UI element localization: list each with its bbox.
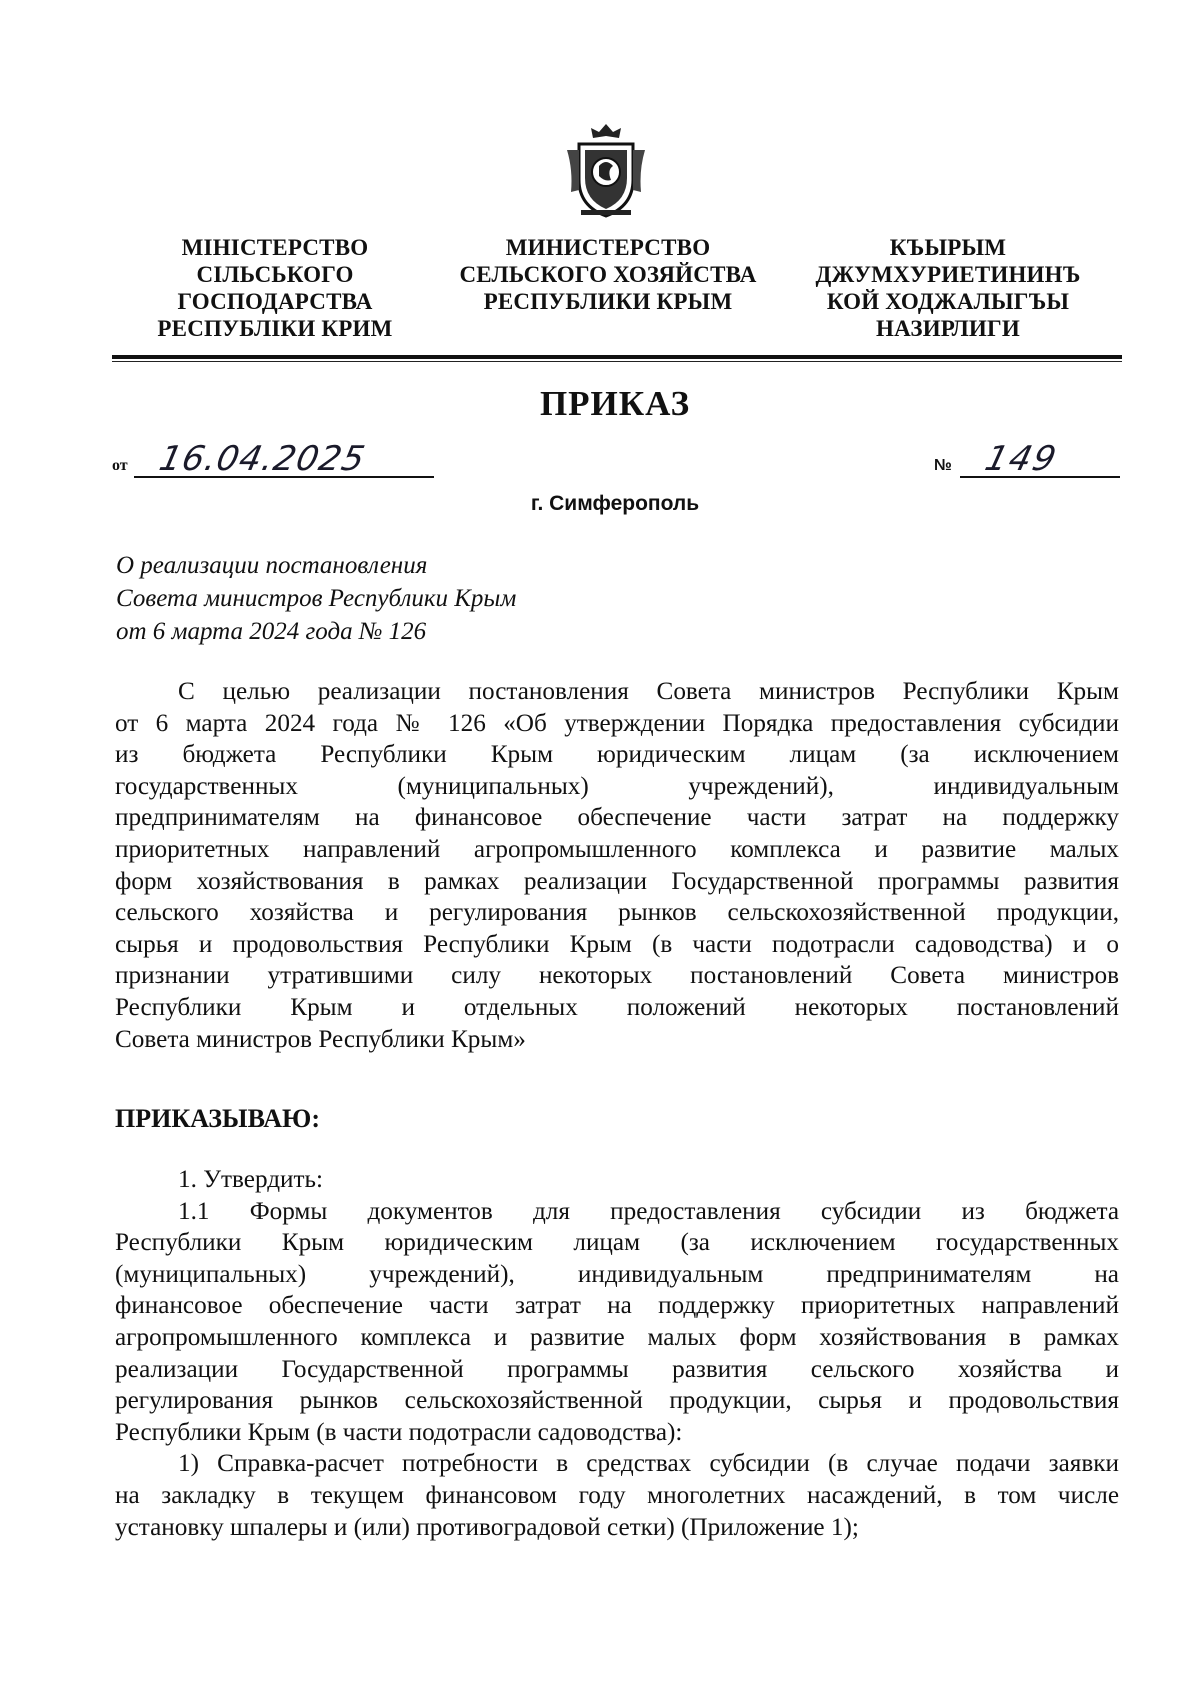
order-subject xyxy=(116,549,516,648)
handwritten-number: 149 xyxy=(981,439,1062,479)
text-line: 1. Утвердить: xyxy=(178,1166,324,1193)
header-divider xyxy=(112,355,1122,359)
text-line: 1) Справка-расчет потребности в средствах субсидии (в случае подачи заявки xyxy=(178,1450,1119,1478)
text-line: Республики Крым юридическим лицам (за исключением государственных xyxy=(115,1229,1119,1257)
header-line: НАЗИРЛИГИ xyxy=(876,316,1020,341)
text-line: государственных (муниципальных) учреждений), индивидуальным xyxy=(115,772,1119,800)
header-line: ГОСПОДАРСТВА xyxy=(177,289,373,314)
text-line: агропромышленного комплекса и развитие малых форм хозяйствования в рамках xyxy=(115,1323,1119,1351)
coat-of-arms-icon xyxy=(561,120,651,220)
subject-line: Совета министров Республики Крым xyxy=(116,585,517,612)
text-line: форм хозяйствования в рамках реализации Государственной программы развития xyxy=(115,867,1119,895)
header-line: СЕЛЬСКОГО ХОЗЯЙСТВА xyxy=(459,262,757,287)
text-line: предпринимателям на финансовое обеспечение части затрат на поддержку xyxy=(115,804,1119,832)
header-line: КОЙ ХОДЖАЛЫГЪЫ xyxy=(826,289,1070,314)
number-field xyxy=(934,439,1124,485)
number-prefix: № xyxy=(934,457,952,474)
text-line: финансовое обеспечение части затрат на поддержку приоритетных направлений xyxy=(115,1292,1119,1320)
ministry-name-russian xyxy=(448,234,768,315)
orders-heading: ПРИКАЗЫВАЮ: xyxy=(115,1104,320,1133)
document-title: ПРИКАЗ xyxy=(539,384,691,423)
text-line: С целью реализации постановления Совета министров Республики Крым xyxy=(178,678,1119,705)
handwritten-date: 16.04.2025 xyxy=(155,439,369,479)
ministry-name-ukrainian xyxy=(130,234,420,342)
text-line: Совета министров Республики Крым» xyxy=(115,1025,526,1053)
text-line: признании утратившими силу некоторых постановлений Совета министров xyxy=(115,962,1119,990)
orders-paragraph xyxy=(115,1164,1119,1543)
header-line: РЕСПУБЛІКИ КРИМ xyxy=(157,316,393,341)
header-line: МІНІСТЕРСТВО xyxy=(181,235,369,260)
ministry-name-crimean-tatar xyxy=(798,234,1098,342)
text-line: установку шпалеры и (или) противоградовой сетки) (Приложение 1); xyxy=(115,1513,859,1541)
preamble-paragraph xyxy=(115,676,1119,1055)
text-line: приоритетных направлений агропромышленного комплекса и развитие малых xyxy=(115,835,1119,863)
city-name: г. Симферополь xyxy=(530,492,700,515)
subject-line: от 6 марта 2024 года № 126 xyxy=(116,618,427,645)
text-line: регулирования рынков сельскохозяйственной продукции, сырья и продовольствия xyxy=(115,1387,1119,1415)
text-line: Республики Крым (в части подотрасли садоводства): xyxy=(115,1418,683,1446)
text-line: от 6 марта 2024 года № 126 «Об утверждении Порядка предоставления субсидии xyxy=(115,709,1119,737)
date-prefix: от xyxy=(112,457,128,474)
header-line: СІЛЬСЬКОГО xyxy=(196,262,354,287)
header-line: РЕСПУБЛИКИ КРЫМ xyxy=(483,289,733,314)
text-line: Республики Крым и отдельных положений некоторых постановлений xyxy=(115,993,1119,1021)
text-line: на закладку в текущем финансовом году многолетних насаждений, в том числе xyxy=(115,1481,1119,1509)
text-line: из бюджета Республики Крым юридическим лицам (за исключением xyxy=(115,741,1119,769)
text-line: 1.1 Формы документов для предоставления субсидии из бюджета xyxy=(178,1197,1119,1225)
text-line: (муниципальных) учреждений), индивидуальным предпринимателям на xyxy=(115,1260,1119,1288)
text-line: сельского хозяйства и регулирования рынков сельскохозяйственной продукции, xyxy=(115,899,1119,927)
date-field xyxy=(112,439,432,485)
subject-line: О реализации постановления xyxy=(116,552,428,579)
text-line: реализации Государственной программы развития сельского хозяйства и xyxy=(115,1355,1119,1383)
header-divider-thin xyxy=(112,361,1122,362)
header-line: МИНИСТЕРСТВО xyxy=(505,235,711,260)
header-line: ДЖУМХУРИЕТИНИНЪ xyxy=(815,262,1081,287)
header-line: КЪЫРЫМ xyxy=(889,235,1007,260)
text-line: сырья и продовольствия Республики Крым (в части подотрасли садоводства) и о xyxy=(115,930,1119,958)
